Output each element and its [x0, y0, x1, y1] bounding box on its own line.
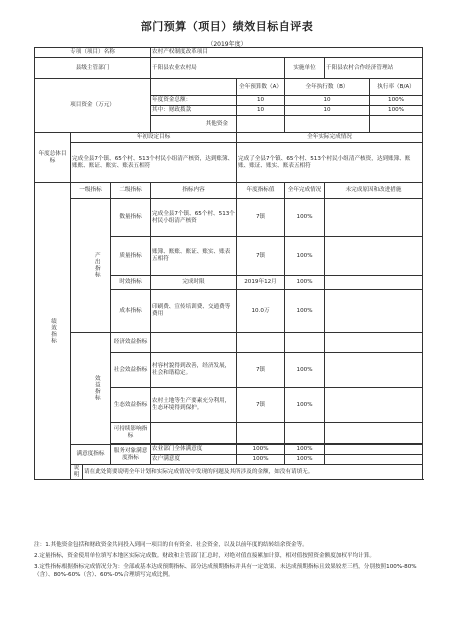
funds-col-exec: 全年执行数（B） — [285, 79, 370, 96]
sat1-content: 农业部门全体满意度 — [151, 445, 237, 455]
social-content: 村容村貌得到改善，经济发展，社会和谐稳定。 — [151, 353, 237, 388]
footnotes — [34, 541, 424, 582]
project-name-label: 专项（项目）名称 — [35, 48, 151, 58]
eco-rate: 100% — [285, 388, 325, 423]
funds-rate — [370, 116, 423, 133]
econ-label: 经济效益指标 — [111, 333, 151, 353]
remark-label: 说明 — [71, 465, 83, 480]
col-level1: 一级指标 — [71, 183, 111, 199]
goals-planned: 完成全县7个镇、65个村、513个村民小组清产核资，达到账簿、账账、账证、账实、账表五相符 — [71, 143, 237, 183]
col-content: 指标内容 — [151, 183, 237, 199]
report-year: （2019年度） — [207, 41, 247, 48]
footnote: 注：1.其他资金包括和财政资金共同投入到同一项目的自有资金、社会资金，以及以前年度的结转结余资金等。 — [34, 542, 308, 548]
col-target: 年度指标值 — [237, 183, 285, 199]
col-reason: 未完成原因和改进措施 — [325, 183, 423, 199]
footnote: 2.定量指标，资金使用单位填写本地区实际完成数。财政和主管部门汇总时，对绝对值直接累加计算，相对值按照资金额度加权平均计算。 — [34, 553, 375, 559]
quality-rate: 100% — [285, 237, 325, 276]
footnote: 3.定性指标根据指标完成情况分为：全部或基本达成预期指标、部分达成预期指标并具有一定效果、未达成预期指标且效果较差三档，分别按照100%-80%（含）、80%-60%（含）、60%-0%合理填写完成比例。 — [34, 564, 417, 578]
eco-target: 7镇 — [237, 388, 285, 423]
output-indicator-label: 产出指标 — [83, 199, 111, 333]
implementer: 千阳县农村合作经济管理站 — [325, 58, 423, 79]
timeliness-content: 完成时限 — [151, 276, 237, 290]
funds-rate: 100% — [370, 96, 423, 106]
satisfaction-indicator-label: 满意度指标 — [71, 445, 111, 465]
page-title: 部门预算（项目）绩效目标自评表 — [140, 20, 314, 33]
timeliness-target: 2019年12月 — [237, 276, 285, 290]
quality-label: 质量指标 — [111, 237, 151, 276]
funds-budget: 10 — [237, 106, 285, 116]
timeliness-rate: 100% — [285, 276, 325, 290]
sat1-label: 服务对象满意度指标 — [111, 445, 151, 465]
funds-label: 项目资金（万元） — [35, 79, 151, 133]
implementer-label: 实施单位 — [285, 58, 325, 79]
supervisor-label: 县级主管部门 — [35, 58, 151, 79]
sat2-target: 100% — [237, 455, 285, 465]
supervisor: 千阳县农业农村局 — [151, 58, 285, 79]
remark-text: 请在此处简要说明全年计划和实际完成情况中发现的问题及其所涉及的金额，如没有请填无。 — [83, 465, 423, 480]
funds-exec — [285, 116, 370, 133]
cost-target: 10.0万 — [237, 290, 285, 333]
eco-content: 农村土地等生产要素充分利用，生态环境得到保护。 — [151, 388, 237, 423]
quantity-target: 7镇 — [237, 199, 285, 237]
effect-indicator-label: 效益指标 — [83, 333, 111, 445]
social-target: 7镇 — [237, 353, 285, 388]
eco-label: 生态效益指标 — [111, 388, 151, 423]
quantity-content: 完成全县7个镇、65个村、513个村民小组清产核资 — [151, 199, 237, 237]
col-level2: 二级指标 — [111, 183, 151, 199]
cost-label: 成本指标 — [111, 290, 151, 333]
sustain-label: 可持续影响指标 — [111, 423, 151, 444]
evaluation-table — [34, 47, 423, 480]
funds-col-budget: 全年预算数（A） — [237, 79, 285, 96]
social-rate: 100% — [285, 353, 325, 388]
funds-exec: 10 — [285, 106, 370, 116]
sat1-target: 100% — [237, 445, 285, 455]
funds-row-label: 其他资金 — [151, 116, 237, 133]
funds-budget — [237, 116, 285, 133]
sat2-rate: 100% — [285, 455, 325, 465]
goals-actual: 完成了全县7个镇、65个村、513个村民小组清产核资，达到账簿、账账、账证、账实、账表五相符 — [237, 143, 423, 183]
project-name: 农村产权制度改革项目 — [151, 48, 423, 58]
goals-planned-header: 年初设定目标 — [71, 133, 237, 143]
goals-actual-header: 全年实际完成情况 — [237, 133, 423, 143]
funds-row-label: 年度资金总额： — [151, 96, 237, 106]
sat2-content: 农户满意度 — [151, 455, 237, 465]
goals-label: 年度总体目标 — [35, 133, 71, 183]
quality-content: 账簿、账账、账证、账实、账表五相符 — [151, 237, 237, 276]
indicators-section-label: 绩效指标 — [35, 183, 71, 480]
funds-col-rate: 执行率（B/A） — [370, 79, 423, 96]
cost-content: 印刷费、宣传培训费、交通费等费用 — [151, 290, 237, 333]
cost-rate: 100% — [285, 290, 325, 333]
quality-target: 7镇 — [237, 237, 285, 276]
funds-exec: 10 — [285, 96, 370, 106]
funds-rate: 100% — [370, 106, 423, 116]
quantity-rate: 100% — [285, 199, 325, 237]
funds-row-label: 其中：财政拨款 — [151, 106, 237, 116]
funds-budget: 10 — [237, 96, 285, 106]
social-label: 社会效益指标 — [111, 353, 151, 388]
quantity-label: 数量指标 — [111, 199, 151, 237]
sat1-rate: 100% — [285, 445, 325, 455]
timeliness-label: 时效指标 — [111, 276, 151, 290]
col-rate: 全年完成情况 — [285, 183, 325, 199]
